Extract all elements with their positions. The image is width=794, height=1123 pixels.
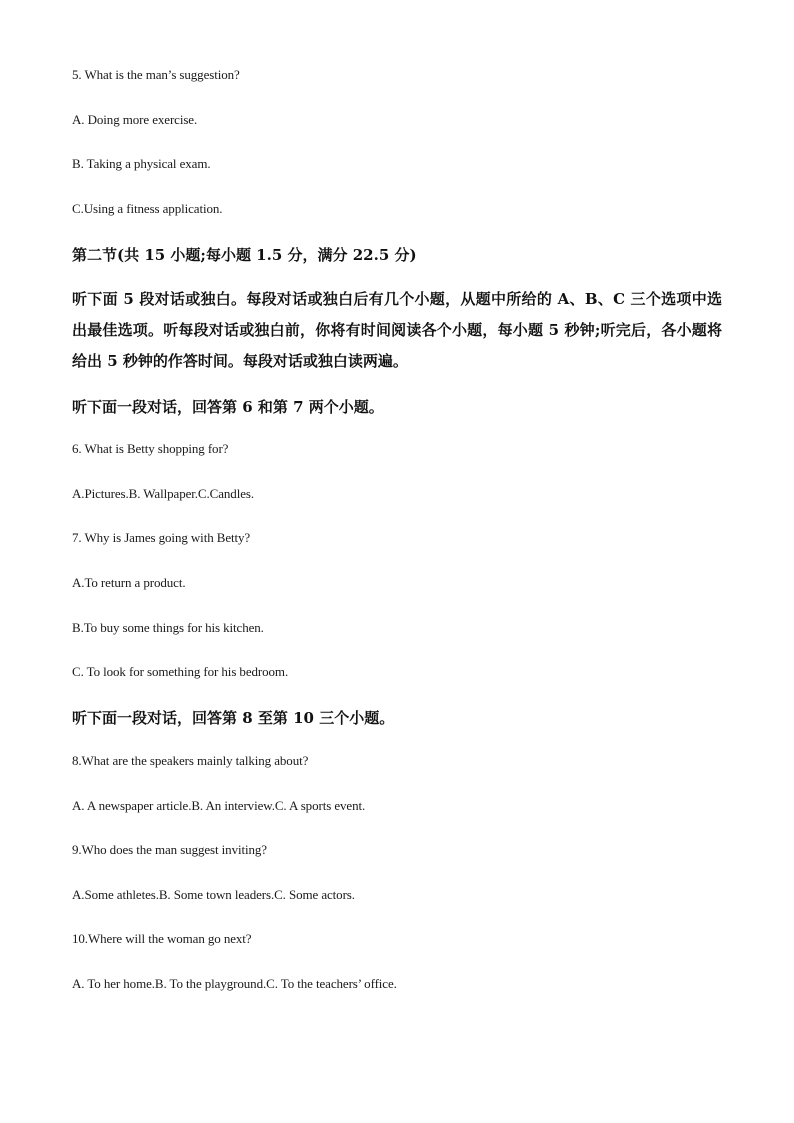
question-5-option-b: B. Taking a physical exam. (72, 156, 211, 171)
question-6: 6. What is Betty shopping for? (72, 441, 229, 456)
dialogue-1-heading: 听下面一段对话，回答第 6 和第 7 两个小题。 (72, 398, 384, 416)
section-2-title: 第二节(共 15 小题;每小题 1.5 分，满分 22.5 分) (72, 246, 417, 264)
question-9-options: A.Some athletes.B. Some town leaders.C. Some actors. (72, 887, 355, 902)
section-2-instructions: 听下面 5 段对话或独白。每段对话或独白后有几个小题，从题中所给的 A、B、C 三个选项中选出最佳选项。听每段对话或独白前，你将有时间阅读各个小题，每小题 5 秒钟;听完后，各小题将给出 5 秒钟的作答时间。每段对话或独白读两遍。 (72, 290, 722, 370)
question-8: 8.What are the speakers mainly talking about? (72, 753, 309, 768)
question-10-options: A. To her home.B. To the playground.C. To the teachers’ office. (72, 976, 397, 991)
question-5-option-a: A. Doing more exercise. (72, 112, 198, 127)
question-10: 10.Where will the woman go next? (72, 931, 252, 946)
question-7-option-a: A.To return a product. (72, 575, 186, 590)
question-7-option-c: C. To look for something for his bedroom. (72, 664, 289, 679)
question-8-options: A. A newspaper article.B. An interview.C. A sports event. (72, 798, 366, 813)
question-7-option-b: B.To buy some things for his kitchen. (72, 620, 264, 635)
dialogue-2-heading: 听下面一段对话，回答第 8 至第 10 三个小题。 (72, 709, 395, 727)
question-6-options: A.Pictures.B. Wallpaper.C.Candles. (72, 486, 254, 501)
question-5: 5. What is the man’s suggestion? (72, 67, 240, 82)
question-7: 7. Why is James going with Betty? (72, 530, 251, 545)
question-9: 9.Who does the man suggest inviting? (72, 842, 267, 857)
question-5-option-c: C.Using a fitness application. (72, 201, 223, 216)
